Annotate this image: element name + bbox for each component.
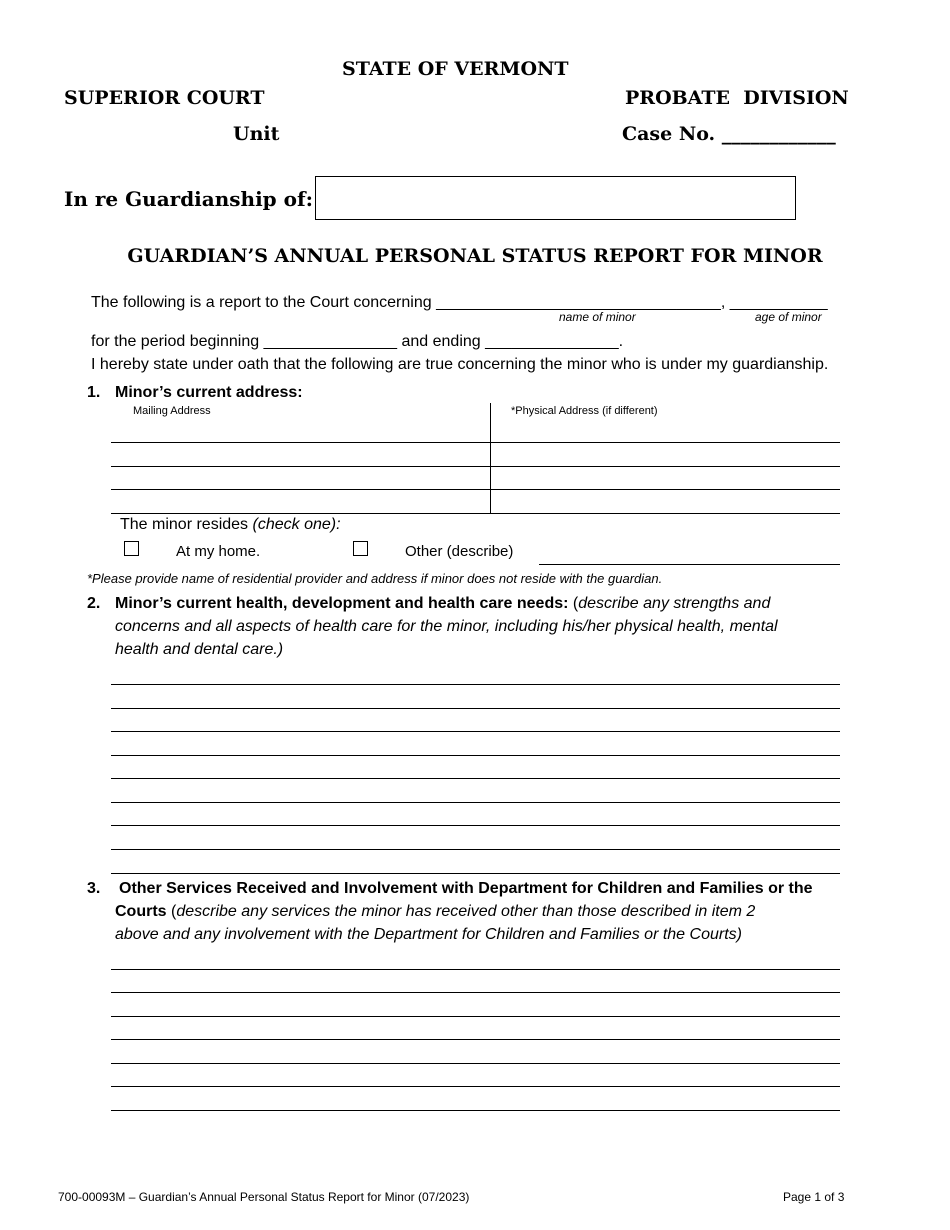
- health-answer-line[interactable]: [111, 802, 840, 803]
- division-name: PROBATE DIVISION: [625, 87, 849, 109]
- minor-name-input[interactable]: [315, 176, 796, 220]
- intro-line-3: I hereby state under oath that the following are true concerning the minor who is under my guardianship.: [91, 356, 829, 373]
- mailing-address-line-1[interactable]: [114, 446, 486, 464]
- mailing-address-line-2[interactable]: [114, 470, 486, 487]
- at-home-checkbox[interactable]: [124, 541, 139, 556]
- other-residence-label: Other (describe): [405, 543, 514, 560]
- section-3-title-1: Other Services Received and Involvement with Department for Children and Families or the: [119, 880, 813, 897]
- section-1-title: Minor’s current address:: [115, 384, 303, 401]
- health-answer-line[interactable]: [111, 684, 840, 685]
- services-answer-line[interactable]: [111, 969, 840, 970]
- health-answer-line[interactable]: [111, 731, 840, 732]
- section-2-heading: [115, 592, 845, 661]
- resides-hint: (check one):: [252, 516, 341, 533]
- services-answer-line[interactable]: [111, 1086, 840, 1087]
- section-3-heading: [115, 877, 845, 946]
- address-row-line: [111, 489, 840, 490]
- age-of-minor-caption: age of minor: [755, 310, 822, 324]
- minor-name-field[interactable]: [462, 290, 740, 308]
- residence-footnote: *Please provide name of residential provider and address if minor does not reside with the guardian.: [87, 571, 663, 586]
- physical-address-line-2[interactable]: [495, 470, 837, 487]
- services-answer-line[interactable]: [111, 1016, 840, 1017]
- at-home-label: At my home.: [176, 543, 261, 560]
- state-title: STATE OF VERMONT: [342, 58, 569, 80]
- section-2-desc-2: concerns and all aspects of health care for the minor, including his/her physical health, mental: [115, 618, 778, 635]
- health-answer-line[interactable]: [111, 873, 840, 874]
- resides-label: [120, 516, 341, 534]
- address-table-divider: [490, 403, 491, 513]
- other-residence-field[interactable]: [541, 544, 838, 562]
- period-end-field[interactable]: [511, 329, 651, 347]
- health-answer-line[interactable]: [111, 825, 840, 826]
- section-2-desc-1: describe any strengths and: [578, 595, 771, 612]
- health-answer-line[interactable]: [111, 708, 840, 709]
- services-answer-line[interactable]: [111, 1110, 840, 1111]
- services-answer-line[interactable]: [111, 992, 840, 993]
- services-answer-line[interactable]: [111, 1039, 840, 1040]
- section-3-title-2: Courts: [115, 903, 167, 920]
- section-3-number: 3.: [87, 880, 101, 897]
- address-row-line: [111, 442, 840, 443]
- other-residence-checkbox[interactable]: [353, 541, 368, 556]
- court-name: SUPERIOR COURT: [64, 87, 265, 109]
- mailing-address-header: Mailing Address: [133, 405, 211, 417]
- section-3-desc-2: above and any involvement with the Department for Children and Families or the Courts): [115, 926, 742, 943]
- minor-age-field[interactable]: [750, 290, 842, 308]
- case-number-label: Case No. ____________: [622, 123, 836, 145]
- form-title: GUARDIAN’S ANNUAL PERSONAL STATUS REPORT FOR MINOR: [127, 245, 823, 267]
- section-1-number: 1.: [87, 384, 101, 401]
- services-answer-line[interactable]: [111, 1063, 840, 1064]
- health-answer-line[interactable]: [111, 755, 840, 756]
- mailing-address-line-3[interactable]: [114, 493, 486, 511]
- address-row-line: [111, 466, 840, 467]
- section-3-desc-1: describe any services the minor has received other than those described in item 2: [176, 903, 756, 920]
- page-number: Page 1 of 3: [783, 1190, 845, 1204]
- section-2-open-paren: (: [568, 595, 579, 612]
- period-start-field[interactable]: [279, 329, 419, 347]
- section-2-title: Minor’s current health, development and health care needs:: [115, 595, 569, 612]
- health-answer-line[interactable]: [111, 778, 840, 779]
- address-row-line: [111, 513, 840, 514]
- section-2-desc-3: health and dental care.): [115, 641, 284, 658]
- health-answer-line[interactable]: [111, 849, 840, 850]
- physical-address-header: *Physical Address (if different): [511, 405, 658, 417]
- name-of-minor-caption: name of minor: [559, 310, 636, 324]
- section-2-number: 2.: [87, 595, 101, 612]
- intro-line-2: for the period beginning _______________ and ending _______________.: [91, 333, 624, 350]
- section-3-open-paren: (: [166, 903, 177, 920]
- physical-address-line-1[interactable]: [495, 446, 837, 464]
- intro-line-1: The following is a report to the Court concerning ________________________________, ___________: [91, 294, 828, 311]
- unit-label: Unit: [233, 123, 280, 145]
- physical-address-line-3[interactable]: [495, 493, 837, 511]
- in-re-label: In re Guardianship of:: [64, 187, 313, 211]
- other-describe-line: [539, 564, 840, 565]
- resides-prefix: The minor resides: [120, 516, 253, 533]
- form-id-footer: 700-00093M – Guardian’s Annual Personal Status Report for Minor (07/2023): [58, 1190, 470, 1204]
